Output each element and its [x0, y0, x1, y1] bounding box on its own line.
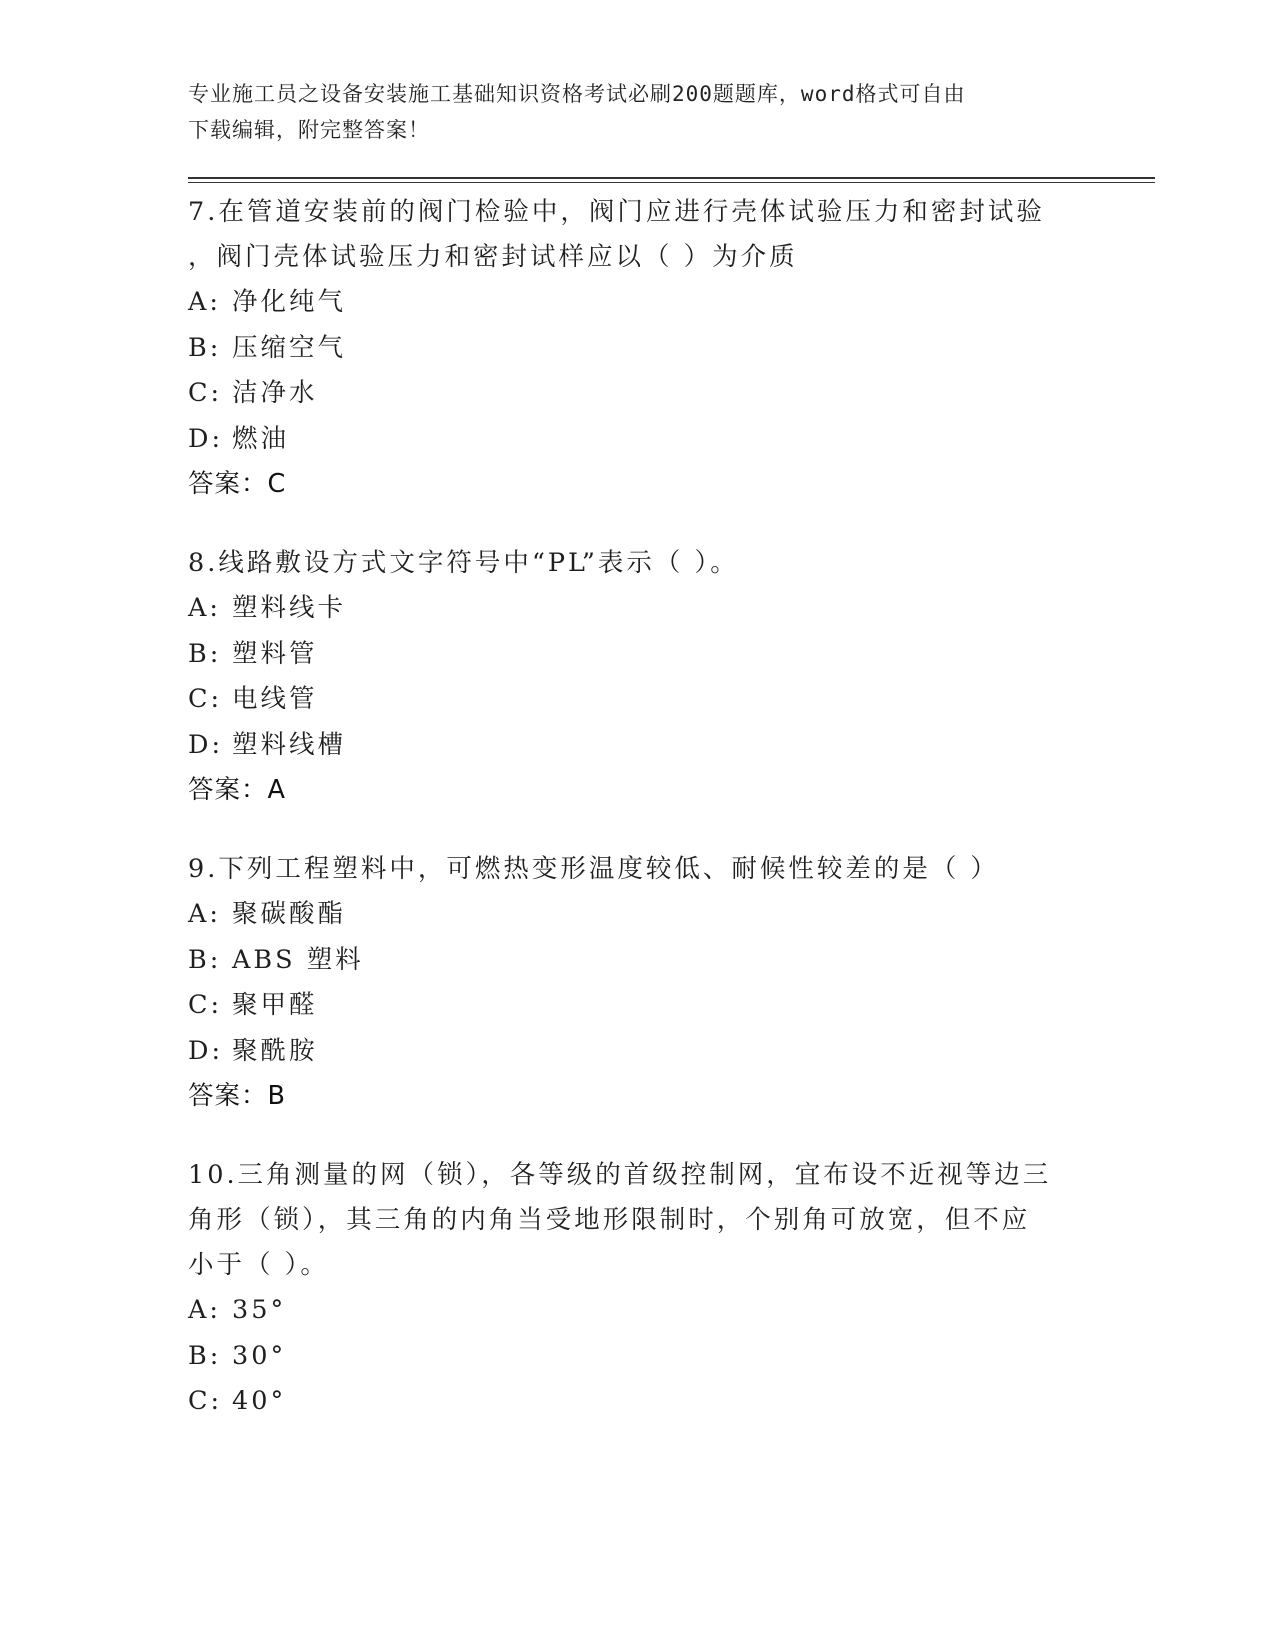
option-text: 电线管	[232, 684, 318, 714]
option-a	[188, 280, 1088, 326]
answer-line: 答案：A	[188, 775, 286, 805]
answer-line: 答案：C	[188, 469, 287, 499]
option-text: 净化纯气	[232, 287, 347, 317]
option-letter: A:	[188, 593, 222, 623]
question-7	[188, 190, 1088, 507]
option-text: 塑料管	[232, 638, 318, 669]
option-letter: D:	[188, 729, 224, 760]
answer-line: 答案：B	[188, 1081, 286, 1111]
option-b	[188, 1334, 1088, 1380]
question-stem: 9.下列工程塑料中，可燃热变形温度较低、耐候性较差的是（ ）	[188, 854, 999, 884]
header-line-2: 下载编辑，附完整答案！	[188, 118, 430, 142]
question-stem: 8.线路敷设方式文字符号中“PL”表示（ ）。	[188, 548, 739, 578]
option-letter: C:	[188, 990, 223, 1020]
option-letter: A:	[188, 1295, 222, 1325]
question-stem: 10.三角测量的网（锁），各等级的首级控制网，宜布设不近视等边三	[188, 1160, 1052, 1190]
option-b	[188, 326, 1088, 372]
header-line-1: 专业施工员之设备安装施工基础知识资格考试必刷200题题库，word格式可自由	[188, 82, 966, 106]
question-9	[188, 847, 1088, 1119]
option-text: 洁净水	[232, 378, 318, 408]
option-letter: B:	[188, 332, 222, 363]
option-text: ABS 塑料	[232, 944, 364, 975]
header-divider-thick	[188, 177, 1155, 179]
option-letter: B:	[188, 1340, 222, 1371]
option-letter: C:	[188, 378, 223, 408]
option-letter: A:	[188, 899, 222, 929]
option-a	[188, 1288, 1088, 1334]
header-divider-thin	[188, 182, 1155, 183]
option-text: 聚酰胺	[232, 1035, 318, 1066]
option-text: 塑料线卡	[232, 593, 347, 623]
question-list	[188, 190, 1088, 1459]
option-text: 35°	[232, 1295, 287, 1325]
option-letter: C:	[188, 1386, 223, 1416]
option-letter: A:	[188, 287, 222, 317]
option-c	[188, 1379, 1088, 1425]
option-b	[188, 632, 1088, 678]
option-text: 40°	[232, 1386, 287, 1416]
option-letter: D:	[188, 423, 224, 454]
option-d	[188, 723, 1088, 769]
question-8	[188, 541, 1088, 813]
option-c	[188, 983, 1088, 1029]
option-text: 压缩空气	[232, 332, 347, 363]
option-text: 聚甲醛	[232, 990, 318, 1020]
option-text: 聚碳酸酯	[232, 899, 347, 929]
question-stem: ，阀门壳体试验压力和密封试样应以（ ）为介质	[188, 242, 798, 272]
option-text: 塑料线槽	[232, 729, 347, 760]
option-d	[188, 1029, 1088, 1075]
option-b	[188, 938, 1088, 984]
option-text: 30°	[232, 1340, 287, 1371]
option-letter: B:	[188, 638, 222, 669]
question-stem: 7.在管道安装前的阀门检验中，阀门应进行壳体试验压力和密封试验	[188, 197, 1045, 227]
option-a	[188, 892, 1088, 938]
option-c	[188, 677, 1088, 723]
option-letter: C:	[188, 684, 223, 714]
question-stem: 角形（锁），其三角的内角当受地形限制时，个别角可放宽，但不应	[188, 1205, 1031, 1235]
document-header	[188, 76, 1068, 148]
option-a	[188, 586, 1088, 632]
option-letter: D:	[188, 1035, 224, 1066]
option-text: 燃油	[232, 423, 290, 454]
option-letter: B:	[188, 944, 222, 975]
question-stem: 小于（ ）。	[188, 1250, 329, 1280]
option-c	[188, 371, 1088, 417]
question-10	[188, 1153, 1088, 1425]
option-d	[188, 417, 1088, 463]
